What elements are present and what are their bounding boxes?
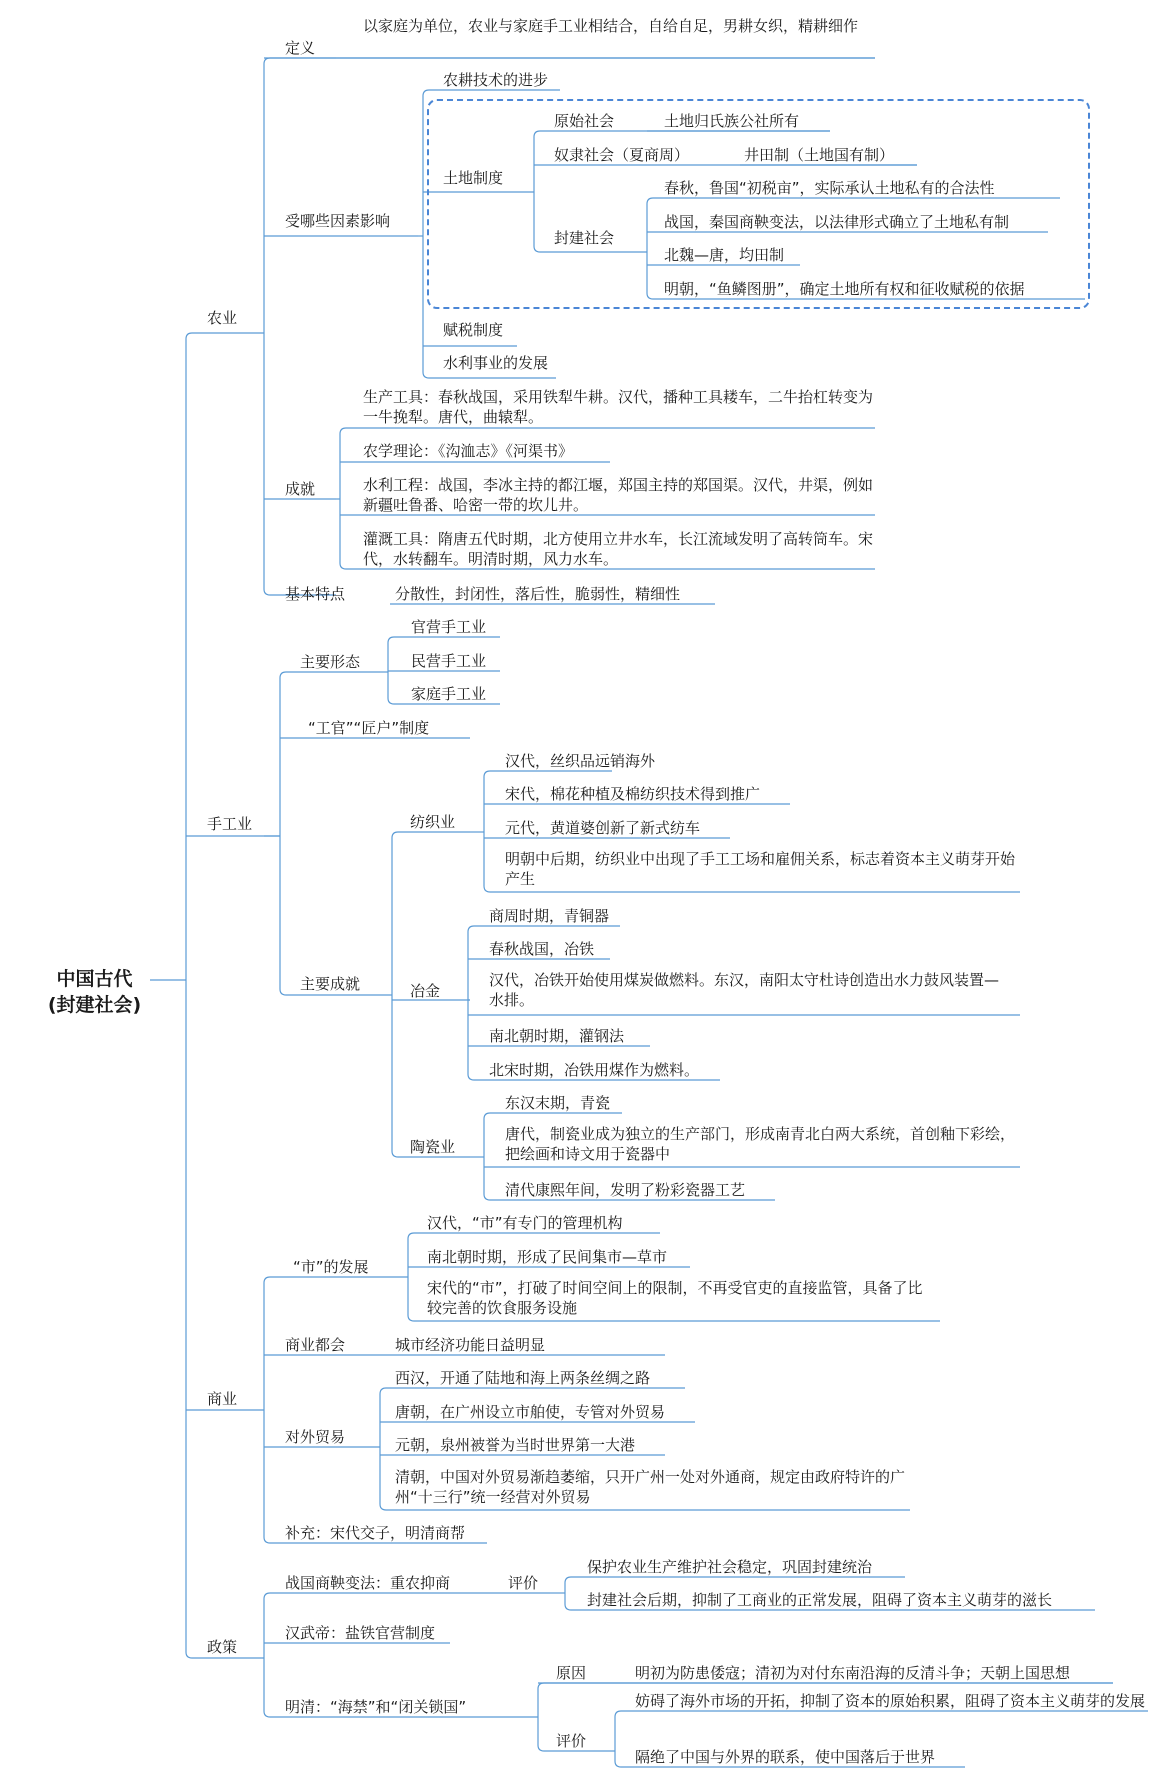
commerce-supplement: 补充：宋代交子，明清商帮 xyxy=(285,1524,466,1542)
shang-yang-eval-item: 封建社会后期，抑制了工商业的正常发展，阻碍了资本主义萌芽的滋长 xyxy=(587,1591,1053,1609)
textile-item: 元代，黄道婆创新了新式纺车 xyxy=(505,819,701,837)
root-subtitle: (封建社会) xyxy=(47,994,142,1016)
connector-line xyxy=(380,1388,685,1394)
connector-line xyxy=(423,90,560,96)
branch-agriculture: 农业 xyxy=(207,309,238,327)
ceramics-label: 陶瓷业 xyxy=(410,1138,456,1156)
agri-tech-progress: 农耕技术的进步 xyxy=(443,71,549,89)
ming-qing-reason-value: 明初为防患倭寇；清初为对付东南沿海的反清斗争；天朝上国思想 xyxy=(635,1664,1071,1682)
land-feudal-label: 封建社会 xyxy=(554,229,615,247)
connector-line xyxy=(392,832,470,838)
connector-line xyxy=(565,1577,905,1583)
land-feudal-item: 明朝，“鱼鳞图册”，确定土地所有权和征收赋税的依据 xyxy=(664,280,1025,298)
metallurgy-label: 冶金 xyxy=(410,982,441,1000)
shang-yang-eval-item: 保护农业生产维护社会稳定，巩固封建统治 xyxy=(587,1558,873,1576)
branch-commerce: 商业 xyxy=(207,1390,238,1408)
metallurgy-item: 北宋时期，冶铁用煤作为燃料。 xyxy=(489,1061,700,1079)
agri-achievement-item: 水利工程：战国，李冰主持的都江堰，郑国主持的郑国渠。汉代，井渠，例如新疆吐鲁番、哈密一带的坎儿井。 xyxy=(363,476,874,514)
agri-factors-label: 受哪些因素影响 xyxy=(285,212,391,230)
land-primitive-label: 原始社会 xyxy=(554,112,615,130)
agri-achievement-item: 灌溉工具：隋唐五代时期，北方使用立井水车，长江流域发明了高转筒车。宋代，水转翻车。明清时期，风力水车。 xyxy=(363,530,874,568)
connector-line xyxy=(264,58,336,64)
agri-achievement-label: 成就 xyxy=(285,480,316,498)
connector-line xyxy=(538,1683,1113,1689)
land-feudal-item: 春秋，鲁国“初税亩”，实际承认土地私有的合法性 xyxy=(664,179,995,197)
ceramics-item: 清代康熙年间，发明了粉彩瓷器工艺 xyxy=(505,1181,746,1199)
shang-yang-reform: 战国商鞅变法：重农抑商 xyxy=(285,1574,451,1592)
shang-yang-eval-label: 评价 xyxy=(508,1574,539,1592)
textile-item: 宋代，棉花种植及棉纺织技术得到推广 xyxy=(505,785,761,803)
agri-definition-label: 定义 xyxy=(285,39,316,57)
agri-achievement-item: 农学理论：《沟洫志》《河渠书》 xyxy=(363,442,574,460)
connector-line xyxy=(615,1711,1148,1717)
ceramics-item: 唐代，制瓷业成为独立的生产部门，形成南青北白两大系统，首创釉下彩绘，把绘画和诗文用于瓷器中 xyxy=(505,1125,1016,1163)
agri-tax-system: 赋税制度 xyxy=(443,321,504,339)
agri-achievement-item: 生产工具：春秋战国，采用铁犁牛耕。汉代，播种工具耧车，二牛抬杠转变为一牛挽犁。唐代，曲辕犁。 xyxy=(363,388,874,426)
connector-line xyxy=(408,1233,660,1239)
connector-line xyxy=(264,1593,550,1599)
ming-qing-policy: 明清：“海禁”和“闭关锁国” xyxy=(285,1698,467,1716)
metallurgy-item: 春秋战国，冶铁 xyxy=(489,940,595,958)
craft-forms-label: 主要形态 xyxy=(300,653,361,671)
ming-qing-reason-label: 原因 xyxy=(556,1664,587,1682)
market-label: “市”的发展 xyxy=(293,1258,369,1276)
land-system-label: 土地制度 xyxy=(443,169,504,187)
connector-line xyxy=(340,428,875,434)
connector-line xyxy=(468,926,620,932)
land-primitive-value: 土地归氏族公社所有 xyxy=(664,112,800,130)
market-item: 南北朝时期，形成了民间集市—草市 xyxy=(427,1248,668,1266)
root-title: 中国古代 xyxy=(56,968,133,990)
metallurgy-item: 汉代，冶铁开始使用煤炭做燃料。东汉，南阳太守杜诗创造出水力鼓风装置—水排。 xyxy=(489,971,1000,1009)
ming-qing-eval-item: 妨碍了海外市场的开拓，抑制了资本的原始积累，阻碍了资本主义萌芽的发展 xyxy=(635,1692,1146,1710)
land-slave-label: 奴隶社会（夏商周） xyxy=(554,146,690,164)
ming-qing-eval-label: 评价 xyxy=(556,1732,587,1750)
craft-achievement-label: 主要成就 xyxy=(300,975,361,993)
connector-line xyxy=(280,672,380,678)
textile-item: 明朝中后期，纺织业中出现了手工工场和雇佣关系，标志着资本主义萌芽开始产生 xyxy=(505,850,1016,888)
connector-line xyxy=(186,333,264,339)
craft-form-item: 家庭手工业 xyxy=(411,685,487,703)
land-feudal-item: 战国，秦国商鞅变法，以法律形式确立了土地私有制 xyxy=(664,213,1010,231)
branch-handicraft: 手工业 xyxy=(207,815,253,833)
city-value: 城市经济功能日益明显 xyxy=(395,1336,546,1354)
agri-basic-features-value: 分散性，封闭性，落后性，脆弱性，精细性 xyxy=(395,585,681,603)
textile-item: 汉代，丝织品远销海外 xyxy=(505,752,656,770)
connector-line xyxy=(484,771,612,777)
trade-item: 元朝，泉州被誉为当时世界第一大港 xyxy=(395,1436,636,1454)
craft-form-item: 官营手工业 xyxy=(411,618,487,636)
root-topic xyxy=(32,966,157,1018)
ceramics-item: 东汉末期，青瓷 xyxy=(505,1094,611,1112)
ming-qing-eval-item: 隔绝了中国与外界的联系，使中国落后于世界 xyxy=(635,1748,936,1766)
land-slave-value: 井田制（土地国有制） xyxy=(744,146,895,164)
agri-water-conservancy: 水利事业的发展 xyxy=(443,354,549,372)
connector-line xyxy=(484,1113,622,1119)
market-item: 汉代，“市”有专门的管理机构 xyxy=(427,1214,623,1232)
metallurgy-item: 南北朝时期，灌钢法 xyxy=(489,1027,625,1045)
craft-official-system: “工官”“匠户”制度 xyxy=(308,719,430,737)
connector-line xyxy=(388,637,500,643)
textile-label: 纺织业 xyxy=(410,813,456,831)
agri-basic-features-label: 基本特点 xyxy=(285,585,346,603)
branch-policy: 政策 xyxy=(207,1638,238,1656)
agri-definition-text: 以家庭为单位，农业与家庭手工业相结合，自给自足，男耕女织，精耕细作 xyxy=(363,17,859,35)
city-label: 商业都会 xyxy=(285,1336,346,1354)
han-wudi-policy: 汉武帝：盐铁官营制度 xyxy=(285,1624,436,1642)
market-item: 宋代的“市”，打破了时间空间上的限制，不再受官吏的直接监管，具备了比较完善的饮食服务设施 xyxy=(427,1279,923,1317)
trade-label: 对外贸易 xyxy=(285,1428,346,1446)
metallurgy-item: 商周时期，青铜器 xyxy=(489,907,610,925)
trade-item: 清朝，中国对外贸易渐趋萎缩，只开广州一处对外通商，规定由政府特许的广州“十三行”统一经营对外贸易 xyxy=(395,1468,906,1506)
trade-item: 西汉，开通了陆地和海上两条丝绸之路 xyxy=(395,1369,651,1387)
connector-line xyxy=(264,1277,408,1283)
trade-item: 唐朝，在广州设立市舶使，专管对外贸易 xyxy=(395,1403,666,1421)
craft-form-item: 民营手工业 xyxy=(411,652,487,670)
land-feudal-item: 北魏—唐，均田制 xyxy=(664,246,785,264)
